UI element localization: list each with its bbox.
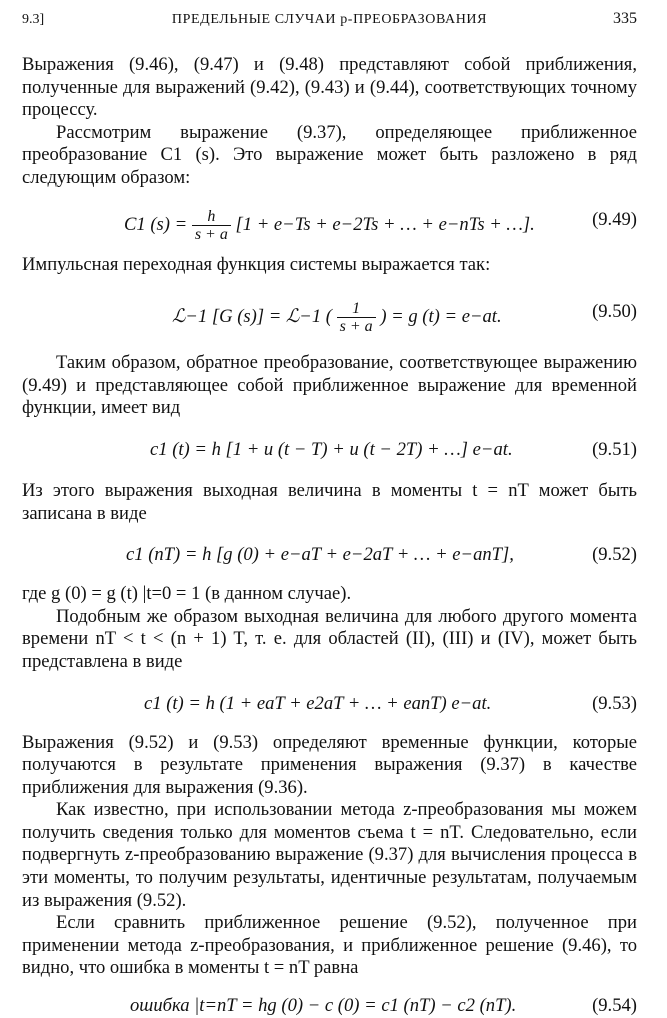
eq-9-50-lhs: ℒ−1 [G (s)] = ℒ−1 ( <box>172 305 332 327</box>
eq-9-49-denominator: s + a <box>194 225 228 243</box>
paragraph-5: Из этого выражения выходная величина в моменты t = nT может быть записана в виде <box>22 479 637 524</box>
paragraph-1: Выражения (9.46), (9.47) и (9.48) представляют собой приближения, полученные для выражений (9.42), (9.43) и (9.44), соответствующих точному процессу. <box>22 54 637 121</box>
equation-9-54 <box>22 994 637 1018</box>
section-number: 9.3] <box>22 12 45 27</box>
eq-9-52-number: (9.52) <box>592 544 637 566</box>
running-title: ПРЕДЕЛЬНЫЕ СЛУЧАИ p-ПРЕОБРАЗОВАНИЯ <box>171 12 488 27</box>
paragraph-7: Подобным же образом выходная величина для любого другого момента времени nT < t < (n + 1) T, т. е. для областей (II), (III) и (IV), может быть представлена в виде <box>22 605 637 672</box>
eq-9-50-fraction <box>337 300 376 335</box>
eq-9-50-rhs: ) = g (t) = e−at. <box>380 305 502 327</box>
eq-9-49-lhs: C1 (s) = <box>124 213 188 235</box>
eq-9-50-number: (9.50) <box>592 301 637 323</box>
eq-9-49-number: (9.49) <box>592 208 637 230</box>
paragraph-6: где g (0) = g (t) |t=0 = 1 (в данном случае). <box>22 583 352 605</box>
eq-9-54-formula: ошибка |t=nT = hg (0) − c (0) = c1 (nT) − c2 (nT). <box>130 995 517 1017</box>
eq-9-49-numerator: h <box>192 208 231 226</box>
eq-9-53-number: (9.53) <box>592 692 637 714</box>
paragraph-10: Если сравнить приближенное решение (9.52), полученное при применении метода z-преобразования, и приближенное решение (9.46), то видно, что ошибка в моменты t = nT равна <box>22 912 637 979</box>
equation-9-52 <box>22 543 637 567</box>
equation-9-51 <box>22 438 637 462</box>
equation-9-50 <box>22 300 637 336</box>
eq-9-50-denominator: s + a <box>339 318 373 336</box>
paragraph-8: Выражения (9.52) и (9.53) определяют временные функции, которые получаются в результате применения выражения (9.37) в качестве приближения для выражения (9.36). <box>22 731 637 798</box>
eq-9-51-number: (9.51) <box>592 438 637 460</box>
paragraph-3: Импульсная переходная функция системы выражается так: <box>22 253 491 275</box>
eq-9-49-rhs: [1 + e−Ts + e−2Ts + … + e−nTs + …]. <box>235 213 535 235</box>
page-number: 335 <box>613 10 637 27</box>
eq-9-51-formula: c1 (t) = h [1 + u (t − T) + u (t − 2T) + …] e−at. <box>150 438 513 460</box>
eq-9-49-fraction <box>192 208 231 243</box>
eq-9-50-numerator: 1 <box>337 300 376 318</box>
equation-9-49 <box>22 207 637 243</box>
running-header <box>22 8 637 34</box>
paragraph-2: Рассмотрим выражение (9.37), определяющее приближенное преобразование C1 (s). Это выражение может быть разложено в ряд следующим образом: <box>22 121 637 188</box>
eq-9-54-number: (9.54) <box>592 995 637 1017</box>
eq-9-53-formula: c1 (t) = h (1 + eaT + e2aT + … + eanT) e−at. <box>144 692 492 714</box>
paragraph-9: Как известно, при использовании метода z-преобразования мы можем получить сведения только для моментов съема t = nT. Следовательно, если подвергнуть z-преобразованию выражение (9.37) для вычисления процесса в эти моменты, то получим результаты, идентичные результатам, получаемым из выражения (9.52). <box>22 799 637 911</box>
paragraph-4: Таким образом, обратное преобразование, соответствующее выражению (9.49) и представляющее собой приближенное выражение для временной функции, имеет вид <box>22 352 637 419</box>
eq-9-52-formula: c1 (nT) = h [g (0) + e−aT + e−2aT + … + e−anT], <box>126 544 514 566</box>
equation-9-53 <box>22 692 637 716</box>
